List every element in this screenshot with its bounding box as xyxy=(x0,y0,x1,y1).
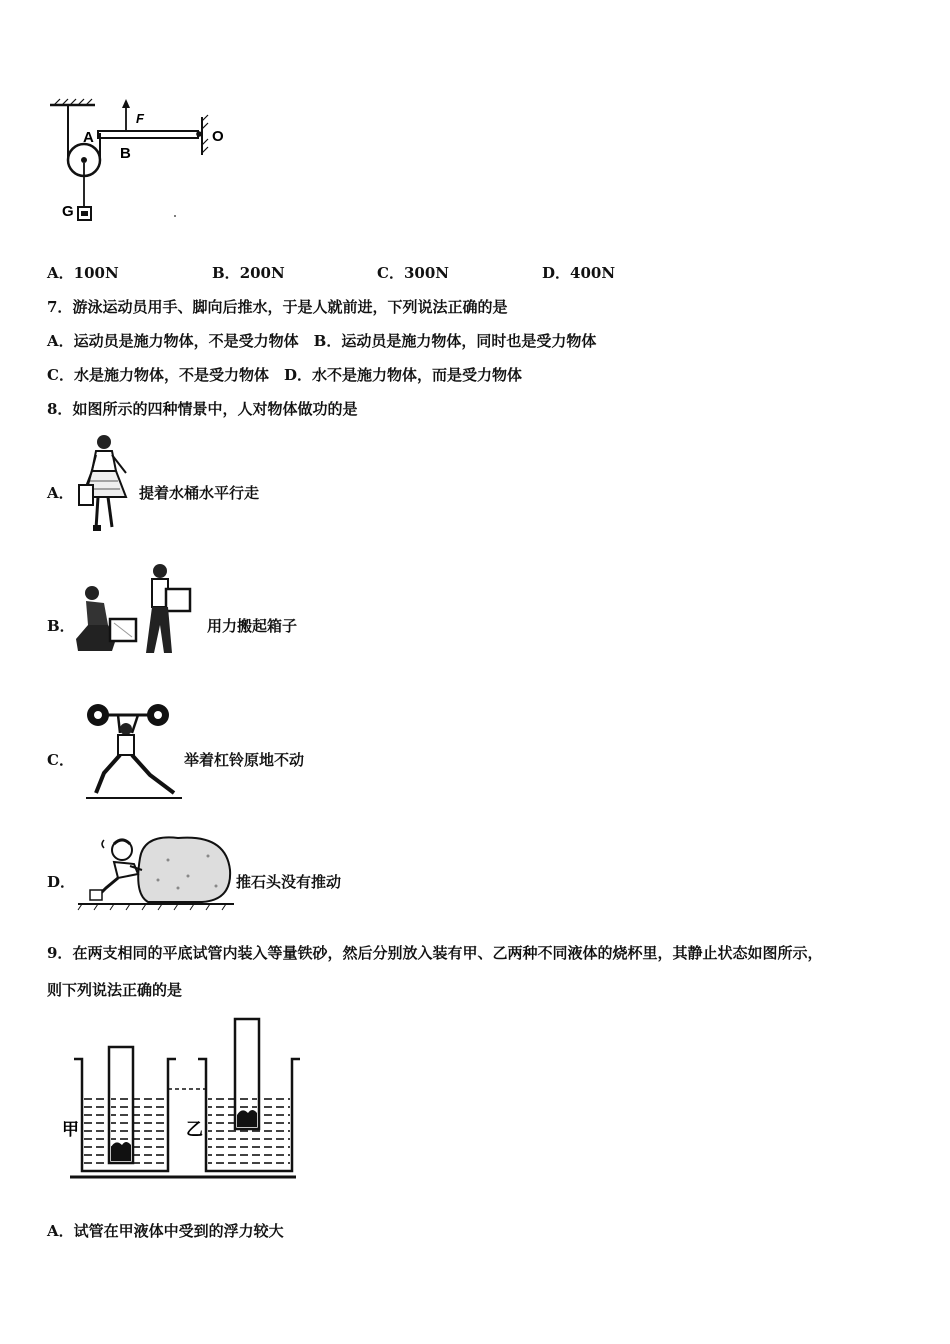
q8-option-c-letter: C． xyxy=(47,751,74,769)
q6-option-b: B．200N xyxy=(212,264,285,282)
q7-stem: 7．游泳运动员用手、脚向后推水，于是人就前进，下列说法正确的是 xyxy=(47,298,508,316)
label-O: O xyxy=(212,128,224,145)
q8-option-c-text: 举着杠铃原地不动 xyxy=(184,751,305,769)
q8-option-b-text: 用力搬起箱子 xyxy=(207,617,298,635)
q6-option-d: D．400N xyxy=(542,264,616,282)
woman-carrying-bucket-illustration xyxy=(74,433,134,537)
lifting-box-illustration xyxy=(72,563,206,659)
q9-option-a: A．试管在甲液体中受到的浮力较大 xyxy=(47,1222,284,1240)
q9-stem-line-2: 则下列说法正确的是 xyxy=(47,981,183,999)
q8-option-d-letter: D． xyxy=(47,873,76,891)
q8-option-d-text: 推石头没有推动 xyxy=(236,873,342,891)
q8-option-b-letter: B． xyxy=(47,617,75,635)
weightlifter-illustration xyxy=(84,703,184,803)
label-yi: 乙 xyxy=(186,1120,203,1139)
q6-option-c: C．300N xyxy=(377,264,449,282)
q7-options-line-1: A．运动员是施力物体，不是受力物体 B．运动员是施力物体，同时也是受力物体 xyxy=(47,332,597,350)
q9-stem-line-1: 9．在两支相同的平底试管内装入等量铁砂，然后分别放入装有甲、乙两种不同液体的烧杯里，其静止状态如图所示， xyxy=(47,944,823,962)
pushing-rock-illustration xyxy=(78,830,234,916)
q6-option-a: A．100N xyxy=(47,264,119,282)
label-B: B xyxy=(120,145,131,162)
q8-option-a-text: 提着水桶水平行走 xyxy=(139,484,260,502)
label-G: G xyxy=(62,203,74,220)
q8-stem: 8．如图所示的四种情景中，人对物体做功的是 xyxy=(47,400,358,418)
label-F: F xyxy=(136,111,144,126)
q8-option-a-letter: A． xyxy=(47,484,74,502)
label-jia: 甲 xyxy=(62,1120,79,1139)
pulley-lever-figure xyxy=(40,95,240,235)
q7-options-line-2: C．水是施力物体，不是受力物体 D．水不是施力物体，而是受力物体 xyxy=(47,366,522,384)
label-A: A xyxy=(83,129,94,146)
test-tubes-in-beakers-figure xyxy=(60,1015,300,1187)
